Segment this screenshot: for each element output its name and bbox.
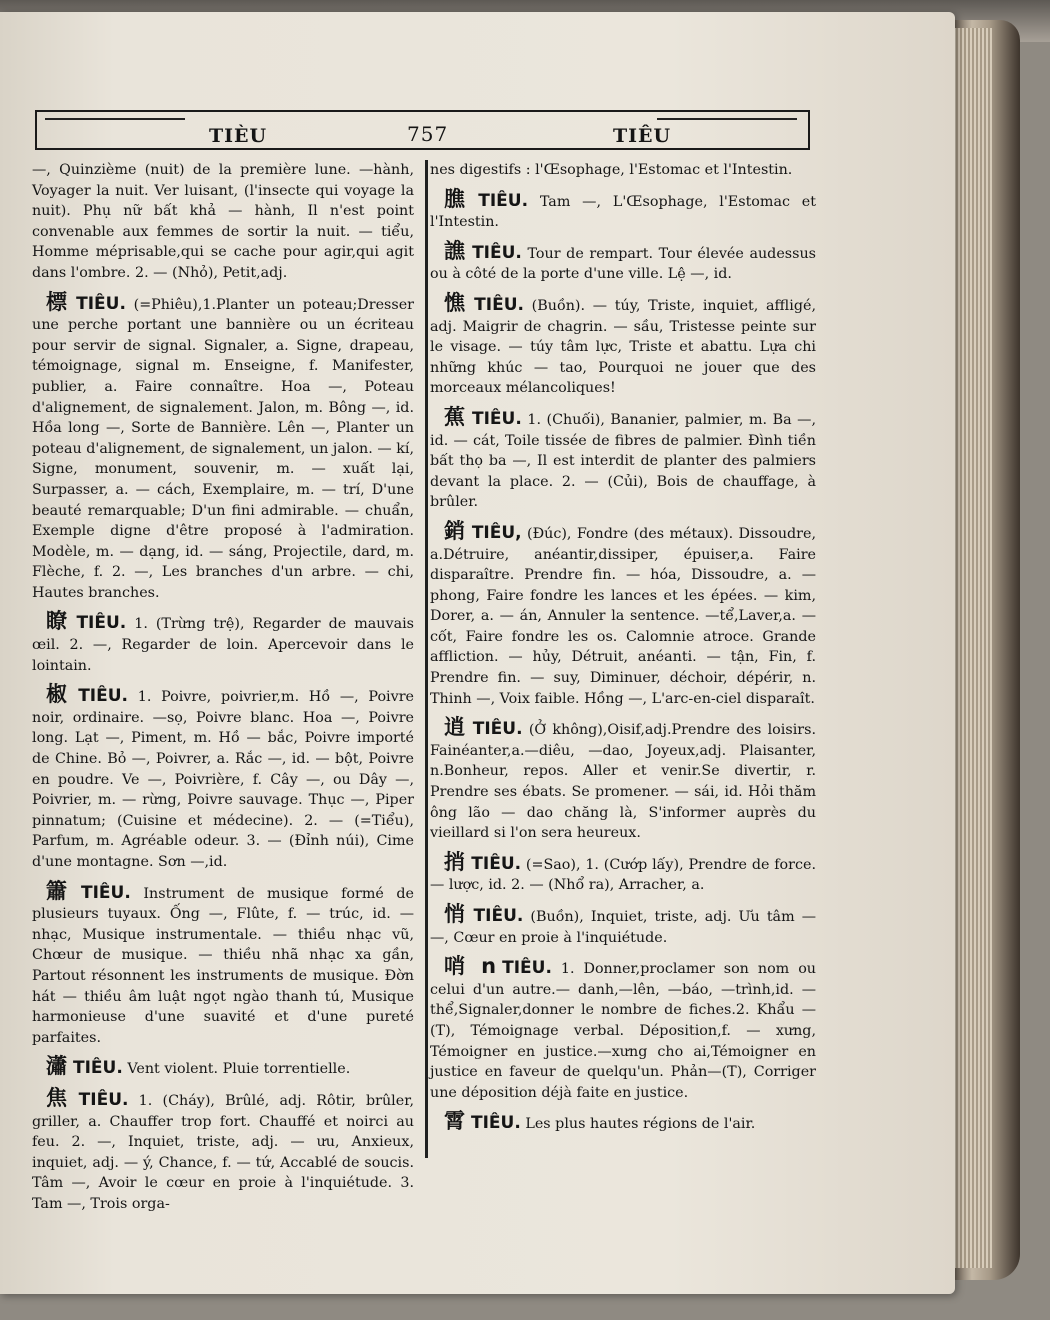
entry-tieu-7 bbox=[430, 186, 817, 233]
hanzi: 憔 bbox=[444, 290, 469, 315]
headword: TIÊU. bbox=[78, 1089, 129, 1110]
hanzi: 椒 bbox=[46, 682, 73, 707]
definition: Vent violent. Pluie torrentielle. bbox=[127, 1061, 351, 1078]
definition: Tam —, L'Œsophage, l'Estomac et l'Intestin. bbox=[430, 193, 817, 231]
header-left-word: TIÈU bbox=[209, 125, 268, 147]
headword: TIÊU. bbox=[76, 293, 126, 314]
definition: 1. (Cháy), Brûlé, adj. Rôtir, brûler, griller, a. Chauffer trop fort. Chauffé et noirci au feu. 2. —, Inquiet, triste, adj. — ưu, Anxieux, inquiet, adj. — ý, Chance, f. — tứ, Accablé de soucis. Tâm —, Avoir le cœur en proie à l'inquiétude. 3. Tam —, Trois orga- bbox=[32, 1092, 415, 1212]
definition: (Đúc), Fondre (des métaux). Dissoudre, a.Détruire, anéantir,dissiper, épuiser,a. Faire disparaître. Prendre fin. — hóa, Dissoudre, a. — phong, Faire fondre les lances et les épées. — kim, Dorer, a. — án, Annuler la sentence. —tể,Laver,a. —cốt, Faire fondre les os. Calomnie atroce. Grande affliction. — hủy, Détruit, anéanti. — tận, Fin, f. Prendre fin. — suy, Diminuer, déchoir, dépérir, n. Thinh —, Voix faible. Hồng —, L'arc-en-ciel disparaît. bbox=[430, 525, 817, 707]
entry-tieu-10 bbox=[430, 404, 817, 513]
header-rule-left bbox=[45, 118, 185, 120]
definition: (=Phiêu),1.Planter un poteau;Dresser une perche portant une bannière ou un écriteau pour servir de signal. Signaler, a. Signe, drapeau, témoignage, signal m. Enseigne, f. Manifester, publier, a. Faire connaître. Hoa —, Poteau d'alignement, de signalement. Jalon, m. Bông —, id. Hồa long —, Sorte de Bannière. Lên —, Planter un poteau d'alignement, de signalement, un jalon. — kí, Signe, monument, souvenir, m. — xuất lại, Surpasser, a. — cách, Exemplaire, m. — trí, D'une beauté remarquable; D'un fini admirable. — chuẩn, Exemple digne d'être proposé à l'admiration. Modèle, m. — dạng, id. — sáng, Projectile, dard, m. Flèche, f. 2. —, Les branches d'un arbre. — chi, Hautes branches. bbox=[32, 296, 414, 601]
hanzi: 悄 bbox=[444, 902, 468, 926]
right-column bbox=[430, 160, 816, 1143]
definition: Tour de rempart. Tour élevée audessus ou à côté de la porte d'une ville. Lệ —, id. bbox=[430, 245, 817, 283]
hanzi: 標 bbox=[46, 289, 71, 314]
entry-tieu-5 bbox=[32, 1056, 414, 1080]
headword: TIÊU. bbox=[81, 882, 131, 903]
hanzi: 哨 n bbox=[444, 954, 497, 979]
entry-tieu-8 bbox=[430, 238, 817, 285]
definition: 1. Donner,proclamer son nom ou celui d'un autre.— danh,—lên, —báo, —trình,id. — thể,Signaler,donner le nombre de fiches.2. Khẩu — (T), Témoignage verbal. Déposition,f. — xưng, Témoigner en justice.—xưng cho ai,Témoigner en justice en faveur de quelqu'un. Phản—(T), Corriger une déposition déjà faite en justice. bbox=[430, 961, 817, 1101]
headword: TIÊU. bbox=[473, 906, 524, 926]
column-divider bbox=[425, 160, 428, 1158]
entry-tieu-3 bbox=[32, 684, 414, 872]
hanzi: 捎 bbox=[444, 849, 466, 874]
entry-tieu-12 bbox=[430, 717, 816, 844]
right-continuation: nes digestifs : l'Œsophage, l'Estomac et l'Intestin. bbox=[430, 162, 793, 178]
hanzi: 瞭 bbox=[46, 609, 71, 634]
definition: Instrument de musique formé de plusieurs tuyaux. Ống —, Flûte, f. — trúc, id. — nhạc, Musique instrumentale. — thiều nhạc vũ, Chœur de musique. — thiều nhã nhạc xa gần, Partout résonnent les instruments de musique. Đờn hát — thiều âm luật ngọt ngào thanh tú, Musique harmonieuse d'une suavité et d'une pureté parfaites. bbox=[32, 885, 415, 1046]
headword: TIÊU. bbox=[73, 1058, 123, 1079]
hanzi: 焦 bbox=[46, 1085, 73, 1110]
definition: 1. (Trừng trệ), Regarder de mauvais œil. 2. —, Regarder de loin. Apercevoir dans le lointain. bbox=[32, 616, 415, 674]
headword: TIÊU. bbox=[76, 613, 127, 634]
hanzi: 瀟 bbox=[46, 1054, 67, 1079]
header-right-word: TIÊU bbox=[613, 125, 672, 147]
left-continuation: —, Quinzième (nuit) de la première lune. —hành, Voyager la nuit. Ver luisant, (l'insecte qui voyage la nuit). Phụ nữ bất khả — hành, Il n'est point convenable aux femmes de sortir la nuit. — tiểu, Homme méprisable,qui se cache pour agir,qui agit dans l'ombre. 2. — (Nhỏ), Petit,adj. bbox=[32, 162, 414, 281]
entry-tieu-1 bbox=[32, 289, 414, 604]
hanzi: 蕉 bbox=[444, 404, 466, 429]
hanzi: 膲 bbox=[444, 186, 473, 211]
hanzi: 簫 bbox=[46, 878, 76, 903]
entry-tieu-15 bbox=[430, 956, 816, 1103]
headword: TIÊU. bbox=[472, 408, 522, 429]
entry-tieu-2 bbox=[32, 611, 414, 676]
page-number: 757 bbox=[407, 122, 449, 146]
headword: TIÊU, bbox=[471, 522, 522, 543]
definition: (Ở không),Oisif,adj.Prendre des loisirs. Fainéanter,a.—diêu, —dao, Joyeux,adj. Plaisanter, n.Bonheur, repos. Aller et venir.Se divertir, r. Prendre ses ébats. Se promener. — sái, id. Hỏi thăm ông lão — dao chăng là, S'informer auprès du vieillard si l'on sera heureux. bbox=[430, 722, 816, 842]
definition: (Buồn), Inquiet, triste, adj. Ưu tâm — —, Cœur en proie à l'inquiétude. bbox=[430, 909, 817, 946]
entry-tieu-16 bbox=[430, 1111, 816, 1135]
page-header bbox=[35, 110, 810, 150]
hanzi: 譙 bbox=[444, 238, 467, 263]
headword: TIÊU. bbox=[472, 242, 522, 263]
entry-tieu-6 bbox=[32, 1085, 415, 1215]
entry-tieu-11 bbox=[430, 518, 817, 709]
hanzi: 銷 bbox=[444, 518, 466, 543]
hanzi: 霄 bbox=[444, 1109, 465, 1134]
definition: (=Sao), 1. (Cướp lấy), Prendre de force. — lược, id. 2. — (Nhổ ra), Arracher, a. bbox=[430, 856, 817, 894]
definition: 1. (Chuối), Bananier, palmier, m. Ba —, id. — cát, Toile tissée de fibres de palmier. Đình tiền bất thọ ba —, Il est interdit de planter des palmiers devant la place. 2. — (Củi), Bois de chauffage, à brûler. bbox=[430, 411, 817, 511]
headword: TIÊU. bbox=[78, 686, 128, 707]
entry-tieu-13 bbox=[430, 849, 817, 896]
left-column bbox=[32, 160, 414, 1223]
headword: TIÊU. bbox=[478, 190, 529, 211]
entry-tieu-9 bbox=[430, 290, 817, 399]
headword: TIÊU. bbox=[502, 958, 552, 979]
entry-tieu-14 bbox=[430, 904, 816, 948]
headword: TIÊU. bbox=[472, 719, 523, 740]
definition: Les plus hautes régions de l'air. bbox=[525, 1116, 756, 1133]
hanzi: 逍 bbox=[444, 715, 467, 740]
definition: 1. Poivre, poivrier,m. Hồ —, Poivre noir, ordinaire. —sọ, Poivre blanc. Hoa —, Poivre long. Lạt —, Piment, m. Hồ — bắc, Poivre importé de Chine. Bỏ —, Poivrer, a. Rắc —, id. — bột, Poivre en poudre. Ve —, Poivrière, f. Cây —, ou Dây —, Poivrier, m. — rừng, Poivre sauvage. Thục —, Piper pinnatum; (Cuisine et médecine). 2. — (=Tiểu), Parfum, m. Agréable odeur. 3. — (Đỉnh núi), Cime d'une montagne. Sơn —,id. bbox=[32, 689, 414, 870]
header-rule-right bbox=[657, 118, 797, 120]
headword: TIÊU. bbox=[471, 853, 522, 874]
dictionary-page bbox=[0, 12, 955, 1294]
headword: TIÊU. bbox=[471, 1113, 521, 1134]
entry-tieu-4 bbox=[32, 878, 415, 1049]
headword: TIÊU. bbox=[474, 294, 524, 315]
definition: (Buồn). — túy, Triste, inquiet, affligé, adj. Maigrir de chagrin. — sầu, Tristesse peinte sur le visage. — túy tâm lực, Triste et abattu. Lựa chi những khúc — tao, Pourquoi ne jouer que des morceaux mélancoliques! bbox=[430, 297, 817, 397]
